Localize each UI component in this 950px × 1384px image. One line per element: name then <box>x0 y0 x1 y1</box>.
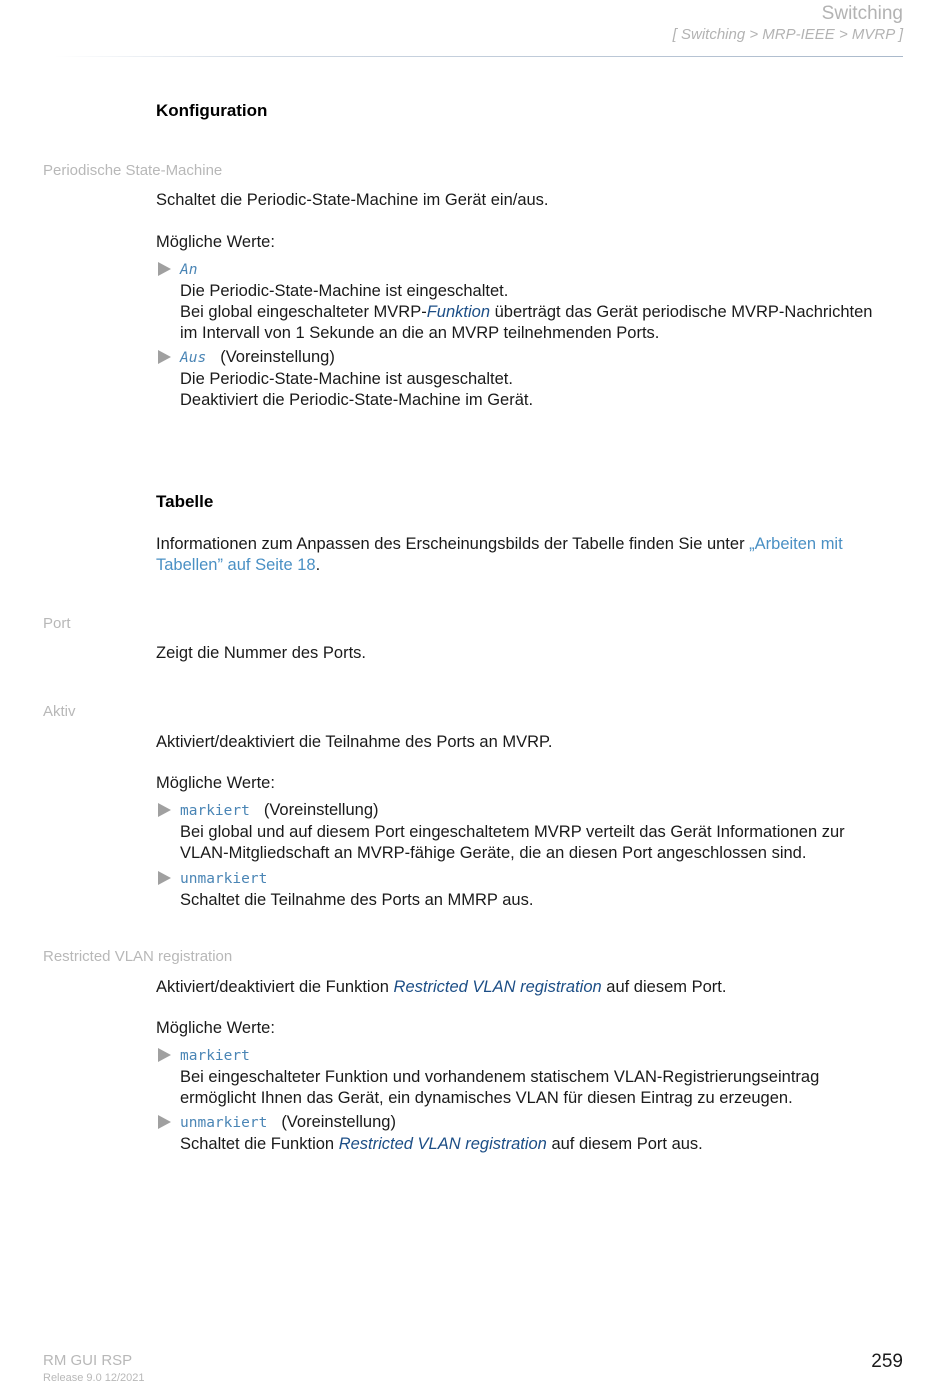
param-description: Aktiviert/deaktiviert die Funktion Restricted VLAN registration auf diesem Port. <box>156 978 727 996</box>
param-description: Schaltet die Periodic-State-Machine im Gerät ein/aus. <box>156 191 549 209</box>
value-item-unmarkiert <box>158 1112 908 1155</box>
value-code: An <box>180 262 198 278</box>
bullet-triangle-icon <box>158 1115 171 1129</box>
param-label-restricted-vlan-registration: Restricted VLAN registration <box>43 948 233 965</box>
footer-release: Release 9.0 12/2021 <box>43 1372 145 1384</box>
default-marker: (Voreinstellung) <box>281 1113 396 1131</box>
value-description: Die Periodic-State-Machine ist eingeschaltet. <box>180 282 509 300</box>
value-description: Deaktiviert die Periodic-State-Machine im Gerät. <box>180 391 534 409</box>
value-description: Bei global eingeschalteter MVRP-Funktion überträgt das Gerät periodische MVRP-Nachrichten <box>180 303 873 321</box>
bullet-triangle-icon <box>158 803 171 817</box>
value-code: Aus <box>180 350 207 366</box>
cross-reference-link[interactable]: „Arbeiten mit <box>749 535 843 553</box>
bullet-triangle-icon <box>158 350 171 364</box>
value-description: im Intervall von 1 Sekunde an die an MVRP teilnehmenden Ports. <box>180 324 660 342</box>
value-item-markiert <box>158 800 908 864</box>
value-description: Bei global und auf diesem Port eingeschaltetem MVRP verteilt das Gerät Informationen zur <box>180 823 845 841</box>
function-reference: Restricted VLAN registration <box>338 1135 547 1153</box>
values-heading: Mögliche Werte: <box>156 774 275 792</box>
param-description: Zeigt die Nummer des Ports. <box>156 644 366 662</box>
values-heading: Mögliche Werte: <box>156 233 275 251</box>
param-description: Aktiviert/deaktiviert die Teilnahme des Ports an MVRP. <box>156 733 553 751</box>
value-item-markiert <box>158 1045 908 1109</box>
value-code: markiert <box>180 1048 250 1064</box>
value-description: Die Periodic-State-Machine ist ausgeschaltet. <box>180 370 513 388</box>
cross-reference-link[interactable]: Tabellen” auf Seite 18 <box>156 556 316 574</box>
value-description: VLAN-Mitgliedschaft an MVRP-fähige Geräte, die an diesen Port angeschlossen sind. <box>180 844 807 862</box>
value-code: unmarkiert <box>180 871 268 887</box>
value-item-an <box>158 259 908 344</box>
values-heading: Mögliche Werte: <box>156 1019 275 1037</box>
page-number: 259 <box>871 1351 903 1372</box>
section-heading-konfiguration: Konfiguration <box>156 101 268 120</box>
header-divider <box>55 56 903 57</box>
default-marker: (Voreinstellung) <box>263 801 379 819</box>
footer-document-name: RM GUI RSP <box>43 1352 133 1369</box>
value-code: unmarkiert <box>180 1115 268 1131</box>
value-description: Schaltet die Funktion Restricted VLAN registration auf diesem Port aus. <box>180 1135 703 1153</box>
param-label-aktiv: Aktiv <box>43 703 76 720</box>
bullet-triangle-icon <box>158 871 171 885</box>
param-label-port: Port <box>43 615 71 632</box>
default-marker: (Voreinstellung) <box>220 348 335 366</box>
value-item-unmarkiert <box>158 868 908 911</box>
value-code: markiert <box>180 803 250 819</box>
breadcrumb: [ Switching > MRP-IEEE > MVRP ] <box>672 26 903 43</box>
bullet-triangle-icon <box>158 1048 171 1062</box>
param-label-periodic-state-machine: Periodische State-Machine <box>43 162 223 179</box>
value-description: Schaltet die Teilnahme des Ports an MMRP aus. <box>180 891 534 909</box>
function-reference: Restricted VLAN registration <box>393 978 602 996</box>
value-description: Bei eingeschalteter Funktion und vorhandenem statischem VLAN-Registrierungseintrag <box>180 1068 820 1086</box>
table-intro: Informationen zum Anpassen des Erscheinungsbilds der Tabelle finden Sie unter „Arbeiten mit Tabellen” auf Seite 18. <box>156 535 843 574</box>
header-title: Switching <box>821 3 903 24</box>
value-item-aus <box>158 347 908 411</box>
bullet-triangle-icon <box>158 262 171 276</box>
section-heading-tabelle: Tabelle <box>156 492 214 511</box>
value-description: ermöglicht Ihnen das Gerät, ein dynamisches VLAN für diesen Eintrag zu erzeugen. <box>180 1089 793 1107</box>
function-reference: Funktion <box>426 303 491 321</box>
